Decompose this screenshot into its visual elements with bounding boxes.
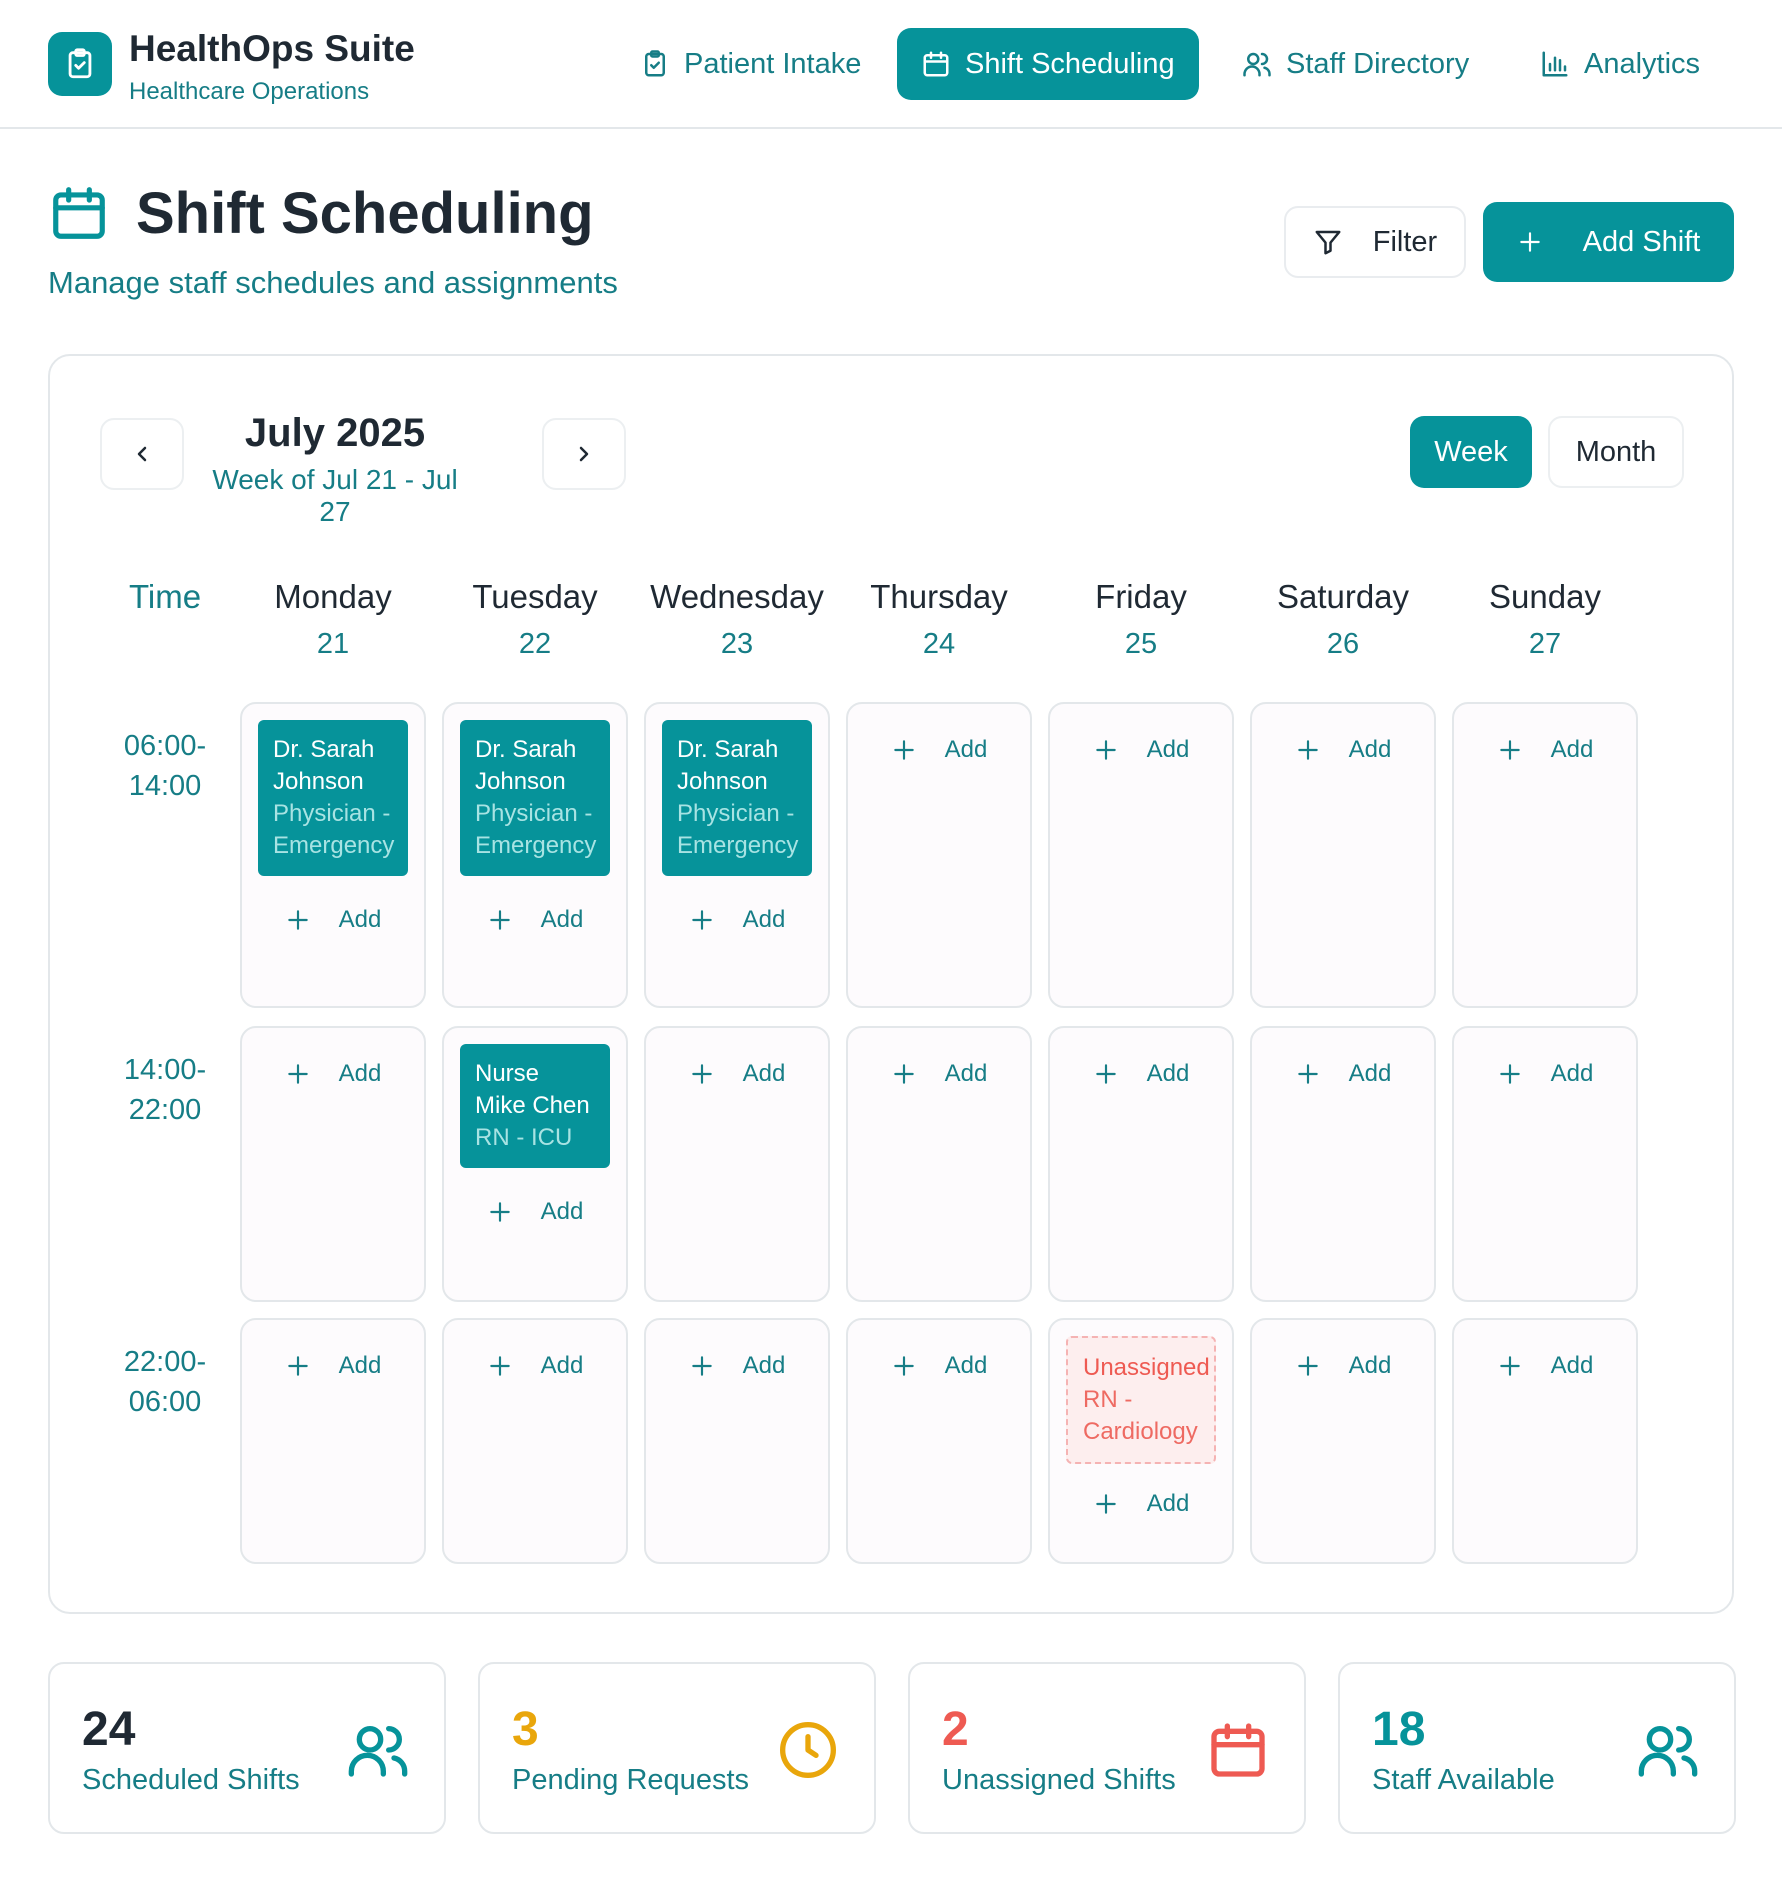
calendar-icon [1206,1718,1270,1782]
day-number: 22 [518,628,552,660]
add-shift-slot-button[interactable] [646,1058,828,1090]
plus-icon [891,1353,917,1379]
nav-patient-intake[interactable] [616,28,885,100]
stat-value: 2 [942,1703,969,1756]
schedule-cell[interactable] [1452,702,1638,1008]
nav-label: Staff Directory [1286,47,1470,80]
add-shift-slot-button[interactable] [1252,1350,1434,1382]
plus-icon [1497,737,1523,763]
app-title: HealthOps Suite [129,28,415,69]
time-slot-label [110,1342,220,1422]
schedule-cell[interactable] [846,702,1032,1008]
day-header-wednesday [644,578,830,661]
stat-card-staff-available [1338,1662,1736,1834]
stat-label: Scheduled Shifts [82,1764,300,1796]
schedule-cell[interactable] [1250,1318,1436,1564]
plus-icon [1295,1061,1321,1087]
add-label: Add [1550,736,1594,763]
page-subtitle: Manage staff schedules and assignments [48,265,618,300]
day-header-thursday [846,578,1032,661]
plus-icon [1093,737,1119,763]
filter-icon [1313,227,1343,257]
add-shift-slot-button[interactable] [1252,734,1434,766]
calendar-week-range: Week of Jul 21 - Jul 27 [212,464,458,527]
shift-card[interactable] [460,1044,610,1168]
add-label: Add [944,1060,988,1087]
shift-role: Physician - Emergency [273,800,395,859]
schedule-cell[interactable] [442,1026,628,1302]
stat-card-pending-requests [478,1662,876,1834]
day-name: Monday [274,578,392,615]
schedule-cell[interactable] [644,1026,830,1302]
day-name: Sunday [1489,578,1601,615]
day-header-friday [1048,578,1234,661]
shift-card[interactable] [662,720,812,876]
plus-icon [689,1061,715,1087]
day-number: 24 [922,628,956,660]
plus-icon [1517,229,1543,255]
add-shift-slot-button[interactable] [1252,1058,1434,1090]
stat-card-scheduled-shifts [48,1662,446,1834]
add-label: Add [944,736,988,763]
add-shift-slot-button[interactable] [1050,1488,1232,1520]
shift-role: RN - Cardiology [1083,1386,1198,1445]
filter-label: Filter [1372,225,1438,258]
plus-icon [285,1061,311,1087]
shift-staff-name: Unassigned [1083,1354,1210,1381]
day-number: 27 [1528,628,1562,660]
schedule-cell[interactable] [644,702,830,1008]
clipboard-icon [640,49,670,79]
schedule-cell[interactable] [644,1318,830,1564]
shift-role: RN - ICU [475,1124,573,1151]
add-label: Add [1550,1352,1594,1379]
day-number: 26 [1326,628,1360,660]
unassigned-shift-card[interactable] [1066,1336,1216,1464]
add-label: Add [338,1060,382,1087]
bar-chart-icon [1540,49,1570,79]
stat-label: Staff Available [1372,1764,1555,1796]
add-label: Add [1146,1060,1190,1087]
plus-icon [1295,1353,1321,1379]
plus-icon [891,1061,917,1087]
schedule-cell[interactable] [1452,1026,1638,1302]
page-title: Shift Scheduling [136,181,594,246]
add-shift-slot-button[interactable] [444,1196,626,1228]
app-subtitle: Healthcare Operations [129,78,370,105]
add-label: Add [1146,1490,1190,1517]
add-label: Add [1348,736,1392,763]
users-icon [1636,1718,1700,1782]
stat-card-unassigned-shifts [908,1662,1306,1834]
calendar-card [48,354,1734,1614]
day-name: Wednesday [650,578,824,615]
add-shift-slot-button[interactable] [1050,734,1232,766]
shift-role: Physician - Emergency [475,800,597,859]
day-header-saturday [1250,578,1436,661]
add-shift-slot-button[interactable] [848,1350,1030,1382]
calendar-icon [48,182,110,244]
app-logo[interactable] [48,32,112,96]
add-shift-slot-button[interactable] [1454,1350,1636,1382]
plus-icon [285,907,311,933]
plus-icon [689,1353,715,1379]
nav-label: Patient Intake [684,47,862,80]
time-slot-start: 06:00- [123,730,207,762]
calendar-icon [921,49,951,79]
day-header-monday [240,578,426,661]
shift-card[interactable] [258,720,408,876]
add-shift-slot-button[interactable] [1454,734,1636,766]
schedule-cell[interactable] [240,702,426,1008]
day-header-sunday [1452,578,1638,661]
view-month-toggle[interactable]: Month [1548,416,1684,488]
add-shift-slot-button[interactable] [242,904,424,936]
add-label: Add [944,1352,988,1379]
chevron-left-icon [130,442,154,466]
schedule-cell[interactable] [442,702,628,1008]
day-number: 21 [316,628,350,660]
shift-staff-name: Nurse Mike Chen [475,1060,590,1119]
add-label: Add [540,1198,584,1225]
shift-staff-name: Dr. Sarah Johnson [677,736,779,795]
nav-analytics[interactable] [1516,28,1724,100]
stat-label: Unassigned Shifts [942,1764,1176,1796]
add-label: Add [540,906,584,933]
add-shift-label: Add Shift [1582,225,1701,258]
day-number: 23 [720,628,754,660]
plus-icon [1093,1061,1119,1087]
add-label: Add [742,1060,786,1087]
add-label: Add [1348,1352,1392,1379]
chevron-right-icon [572,442,596,466]
add-shift-slot-button[interactable] [444,1350,626,1382]
nav-staff-directory[interactable] [1218,28,1493,100]
plus-icon [487,1199,513,1225]
add-shift-slot-button[interactable] [848,1058,1030,1090]
stat-value: 3 [512,1703,539,1756]
schedule-cell[interactable] [1048,702,1234,1008]
time-slot-label [110,726,220,806]
plus-icon [1093,1491,1119,1517]
plus-icon [891,737,917,763]
add-label: Add [338,1352,382,1379]
day-name: Friday [1095,578,1187,615]
calendar-month: July 2025 [244,411,426,455]
schedule-cell[interactable] [846,1026,1032,1302]
day-name: Thursday [870,578,1008,615]
add-label: Add [1146,736,1190,763]
shift-card[interactable] [460,720,610,876]
view-week-toggle[interactable]: Week [1410,416,1532,488]
add-label: Add [742,1352,786,1379]
schedule-cell[interactable] [442,1318,628,1564]
nav-label: Analytics [1584,47,1701,80]
schedule-cell[interactable] [1048,1026,1234,1302]
users-icon [346,1718,410,1782]
stat-value: 18 [1372,1703,1426,1756]
add-shift-slot-button[interactable] [444,904,626,936]
plus-icon [487,907,513,933]
add-shift-slot-button[interactable] [646,1350,828,1382]
filter-button[interactable] [1284,206,1466,278]
time-column-header: Time [128,578,202,615]
add-shift-slot-button[interactable] [242,1058,424,1090]
add-label: Add [1550,1060,1594,1087]
day-name: Saturday [1276,578,1410,615]
nav-label: Shift Scheduling [965,47,1175,80]
plus-icon [689,907,715,933]
plus-icon [1497,1353,1523,1379]
time-slot-label [110,1050,220,1130]
add-label: Add [1348,1060,1392,1087]
clock-icon [776,1718,840,1782]
shift-role: Physician - Emergency [677,800,799,859]
prev-week-button[interactable] [100,418,184,490]
add-shift-slot-button[interactable] [1454,1058,1636,1090]
add-shift-button[interactable] [1483,202,1734,282]
schedule-cell[interactable] [240,1318,426,1564]
users-icon [1242,49,1272,79]
schedule-cell[interactable] [1250,1026,1436,1302]
schedule-cell[interactable] [1452,1318,1638,1564]
stat-label: Pending Requests [512,1764,749,1796]
schedule-cell[interactable] [1048,1318,1234,1564]
plus-icon [285,1353,311,1379]
add-shift-slot-button[interactable] [242,1350,424,1382]
time-slot-end: 22:00 [128,1094,202,1126]
add-label: Add [540,1352,584,1379]
add-shift-slot-button[interactable] [848,734,1030,766]
add-shift-slot-button[interactable] [1050,1058,1232,1090]
add-shift-slot-button[interactable] [646,904,828,936]
schedule-cell[interactable] [1250,702,1436,1008]
schedule-cell[interactable] [846,1318,1032,1564]
day-number: 25 [1124,628,1158,660]
app-header [0,0,1782,129]
plus-icon [487,1353,513,1379]
next-week-button[interactable] [542,418,626,490]
schedule-cell[interactable] [240,1026,426,1302]
time-slot-end: 14:00 [128,770,202,802]
nav-shift-scheduling[interactable] [897,28,1199,100]
time-slot-start: 22:00- [123,1346,207,1378]
shift-staff-name: Dr. Sarah Johnson [475,736,577,795]
time-slot-end: 06:00 [128,1386,202,1418]
day-name: Tuesday [472,578,598,615]
time-slot-start: 14:00- [123,1054,207,1086]
plus-icon [1295,737,1321,763]
stat-value: 24 [82,1703,136,1756]
clipboard-check-icon [63,47,97,81]
plus-icon [1497,1061,1523,1087]
add-label: Add [338,906,382,933]
add-label: Add [742,906,786,933]
shift-staff-name: Dr. Sarah Johnson [273,736,375,795]
day-header-tuesday [442,578,628,661]
